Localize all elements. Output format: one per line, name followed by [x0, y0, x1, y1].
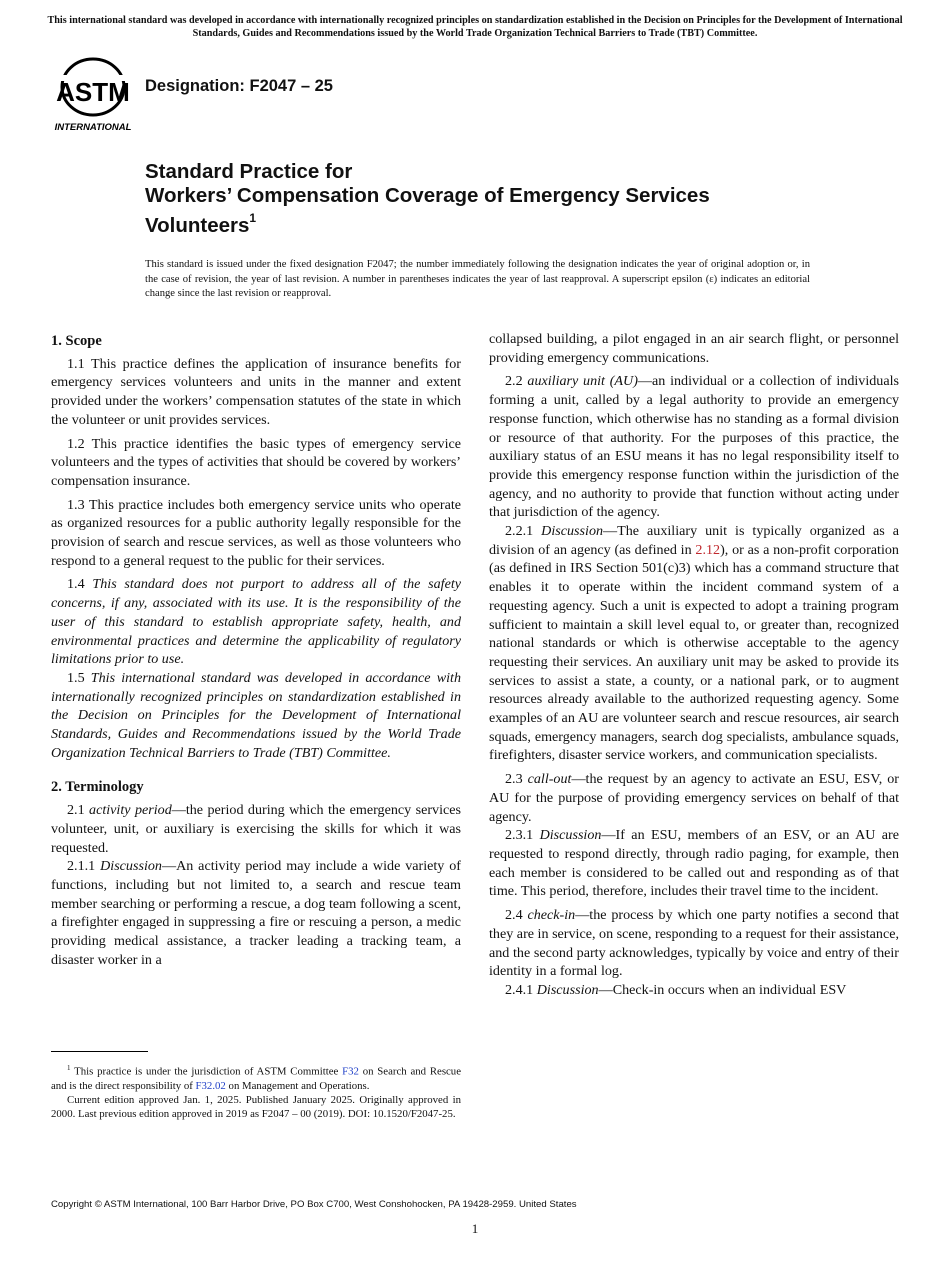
document-title [145, 160, 845, 238]
footnote-divider [51, 1051, 148, 1052]
footnote-edition: Current edition approved Jan. 1, 2025. Published January 2025. Originally approved in 2000. Last previous edition approved in 2019 as F2047 – 00 (2019). DOI: 10.1520/F2047-25. [51, 1093, 461, 1120]
paragraph-2-4: 2.4 check-in—the process by which one party notifies a second that they are in service, on scene, responding to a request for their assistance, and the second party acknowledges, typically by voice and entry of their identity in a formal log. [489, 907, 900, 980]
section-heading-terminology: 2. Terminology [51, 779, 144, 796]
section-link-2-12[interactable]: 2.12 [695, 541, 721, 558]
paragraph-2-3-1: 2.3.1 Discussion—If an ESU, members of an ESV, or an AU are requested to respond directly, through radio paging, for example, then each member is considered to be called out and responding as of that time. This period, therefore, includes their travel time to the incident. [489, 827, 900, 900]
paragraph-2-3: 2.3 call-out—the request by an agency to activate an ESU, ESV, or AU for the purpose of providing emergency services on behalf of that agency. [489, 771, 899, 825]
paragraph-1-4: 1.4 This standard does not purport to address all of the safety concerns, if any, associated with its use. It is the responsibility of the user of this standard to establish appropriate safety, health, and environmental practices and determine the applicability of regulatory limitations prior to use. [51, 576, 462, 668]
astm-logo [52, 55, 134, 133]
paragraph-1-3: 1.3 This practice includes both emergency service units who operate as organized resources for a public authority legally responsible for the provision of search and rescue services, as well as those volunteers who respond to a general request to the public for their services. [51, 496, 461, 569]
committee-link-f32[interactable]: F32 [342, 1065, 359, 1078]
logo-wordmark: ASTM [56, 77, 130, 107]
paragraph-2-1: 2.1 activity period—the period during which the emergency services volunteer, unit, or auxiliary is exercising the skills for which it was requested. [51, 802, 462, 856]
continuation-paragraph: collapsed building, a pilot engaged in an air search flight, or personnel providing emergency communications. [489, 331, 899, 366]
page-number: 1 [471, 1221, 479, 1236]
footnotes [51, 1061, 461, 1121]
paragraph-2-1-1: 2.1.1 Discussion—An activity period may include a wide variety of functions, including but not limited to, a search and rescue team member searching or performing a rescue, a dog team following a scent, a firefighter engaged in suppressing a fire or rescuing a person, a medic providing medical assistance, a tracker leading a tracking team, a disaster worker in a [51, 858, 461, 968]
top-notice: This international standard was developed in accordance with internationally recognized principles on standardization established in the Decision on Principles for the Development of International Standards, Guides and Recommendations issued by the World Trade Organization Technical Barriers to Trade (TBT) Committee. [47, 15, 903, 39]
left-column [51, 330, 461, 970]
paragraph-2-4-1: 2.4.1 Discussion—Check-in occurs when an individual ESV [505, 981, 847, 998]
section-heading-scope: 1. Scope [51, 333, 102, 349]
copyright-line: Copyright © ASTM International, 100 Barr Harbor Drive, PO Box C700, West Conshohocken, PA 19428-2959. United States [51, 1199, 577, 1210]
title-line-1: Standard Practice for [145, 160, 353, 183]
title-footnote-mark: 1 [249, 211, 257, 225]
footnote-1: $^1$ This practice is under the jurisdiction of ASTM Committee F32 on Search and Rescue and is the direct responsibility of F32.02 on Management and Operations. [51, 1064, 461, 1092]
right-column [489, 330, 899, 1000]
title-line-3: Volunteers [145, 213, 250, 237]
subcommittee-link-f32-02[interactable]: F32.02 [195, 1079, 226, 1092]
title-line-2: Workers’ Compensation Coverage of Emergency Services [145, 184, 710, 207]
paragraph-1-5: 1.5 This international standard was developed in accordance with internationally recognized principles on standardization established in the Decision on Principles for the Development of International Standards, Guides and Recommendations issued by the World Trade Organization Technical Barriers to Trade (TBT) Committee. [51, 669, 461, 761]
paragraph-1-2: 1.2 This practice identifies the basic types of emergency service volunteers and the types of activities that should be covered by workers’ compensation insurance. [51, 435, 461, 489]
paragraph-1-1: 1.1 This practice defines the application of insurance benefits for emergency services volunteers and units in the manner and extent provided under the workers’ compensation statutes of the state in which the volunteer or unit provides services. [51, 355, 461, 428]
issuance-note: This standard is issued under the fixed designation F2047; the number immediately following the designation indicates the year of original adoption or, in the case of revision, the year of last revision. A number in parentheses indicates the year of last reapproval. A superscript epsilon (ε) indicates an editorial change since the last revision or reapproval. [145, 259, 810, 299]
logo-subtitle: INTERNATIONAL [54, 122, 132, 133]
paragraph-2-2: 2.2 auxiliary unit (AU)—an individual or a collection of individuals forming a unit, called by a legal authority to provide an emergency response function, which otherwise has no standing as a formal division or resource of that authority. For the purposes of this practice, the auxiliary status of an ESU means it has no legal responsibility itself to provide this emergency response function within the jurisdiction of the agency, and no authority to provide that function without acting under that jurisdiction of the agency. [489, 373, 899, 521]
designation: Designation: F2047 – 25 [145, 77, 333, 95]
paragraph-2-2-1: 2.2.1 Discussion—The auxiliary unit is typically organized as a division of an agency (as defined in 2.12), or as a non-profit corporation (as defined in IRS Section 501(c)3) which has a command structure that enables it to operate within the incident command system of a requesting agency. Such a unit is expected to adopt a training program sufficient to maintain a skill level equal to, or greater than, recognized national standards or which is otherwise acceptable to the agency requesting their services. An auxiliary unit may be asked to provide its services to assist a state, a county, or a national park, or to augment resources already available to the authorized requesting agency. Some examples of an AU are volunteer search and rescue resources, air search squads, emergency managers, search dog specialists, ambulance squads, firefighters, disaster service workers, and communication specialists. [489, 523, 899, 764]
